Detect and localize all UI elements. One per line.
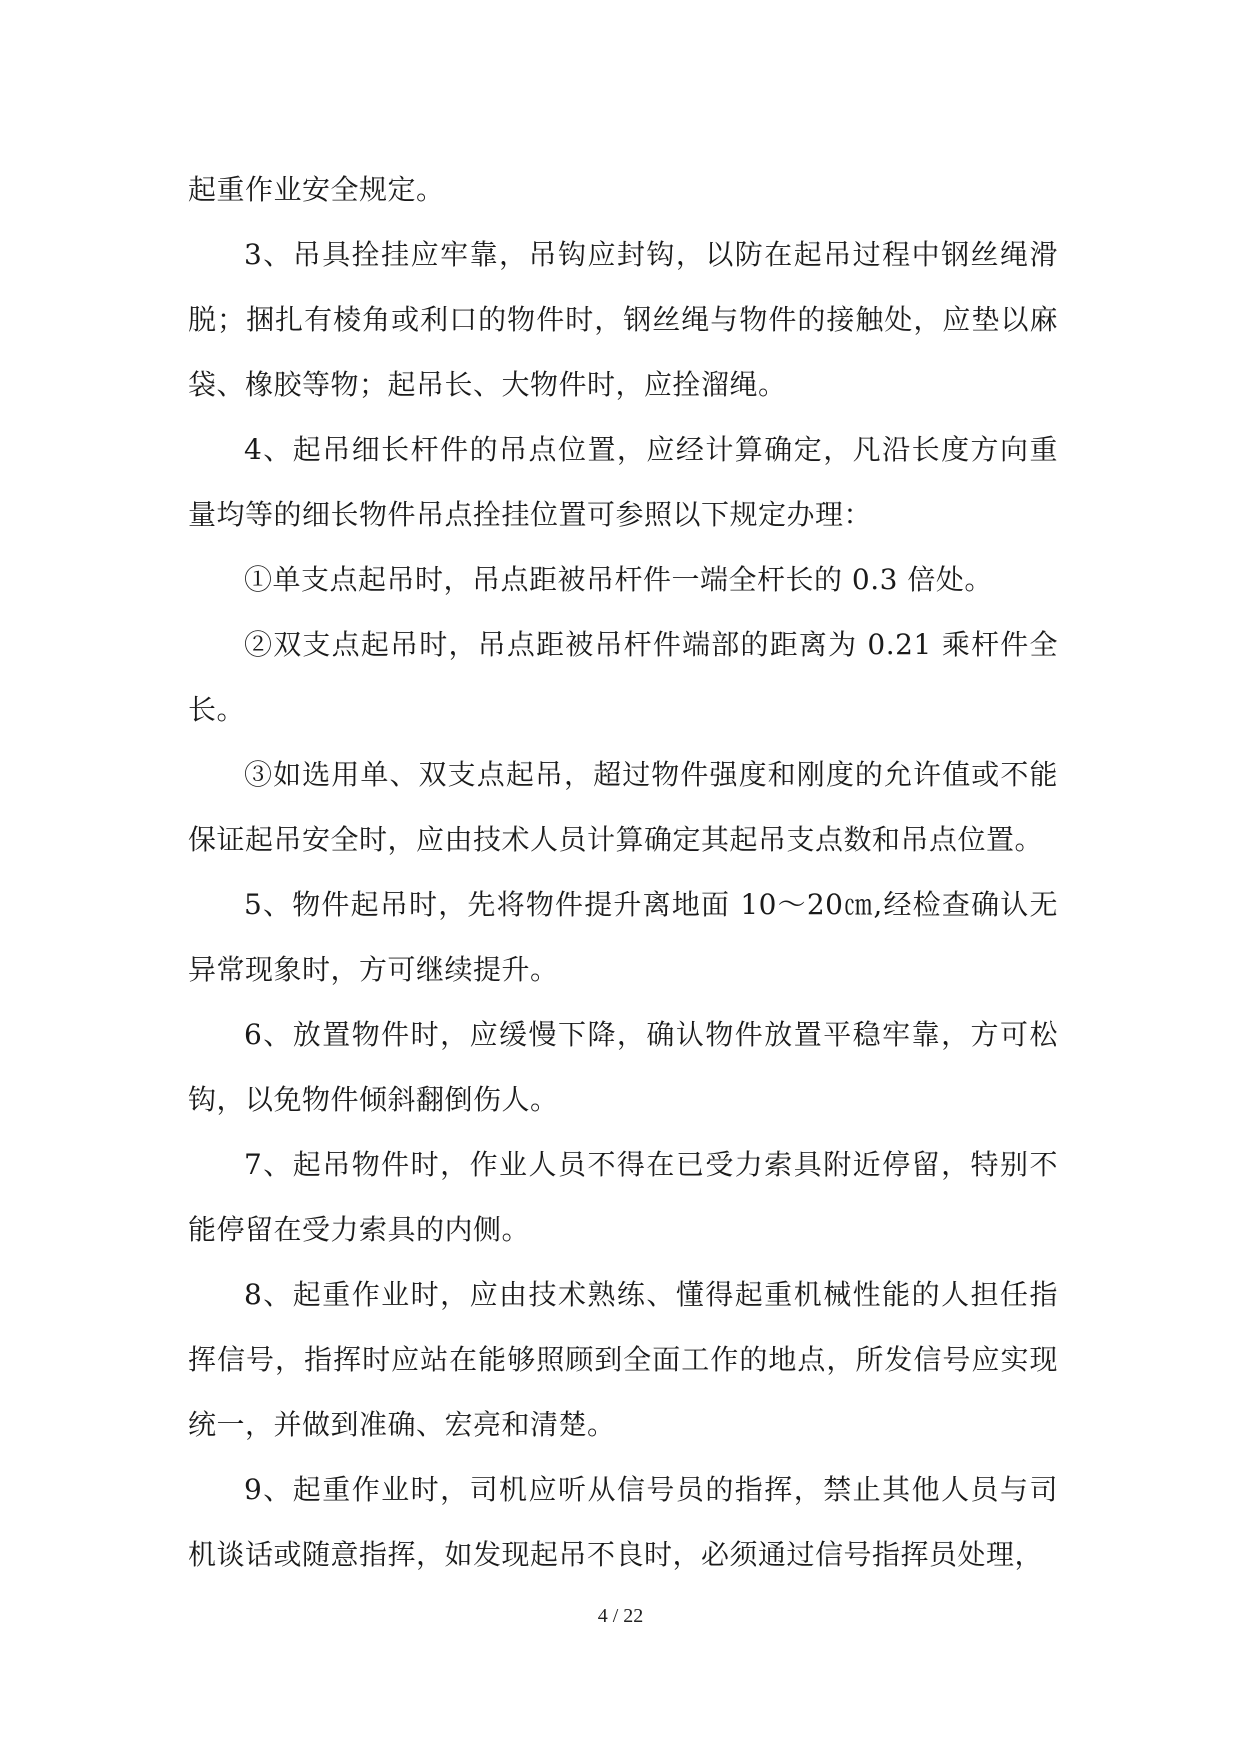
page-number: 4 / 22 (597, 1605, 644, 1627)
paragraph-subitem-3: ③如选用单、双支点起吊，超过物件强度和刚度的允许值或不能保证起吊安全时，应由技术人员计算确定其起吊支点数和吊点位置。 (188, 758, 1058, 856)
paragraph-subitem-1: ①单支点起吊时，吊点距被吊杆件一端全杆长的 0.3 倍处。 (244, 563, 993, 596)
paragraph-item-3: 3、吊具拴挂应牢靠，吊钩应封钩，以防在起吊过程中钢丝绳滑脱；捆扎有棱角或利口的物件时，钢丝绳与物件的接触处，应垫以麻袋、橡胶等物；起吊长、大物件时，应拴溜绳。 (188, 238, 1058, 401)
paragraph-item-7: 7、起吊物件时，作业人员不得在已受力索具附近停留，特别不能停留在受力索具的内侧。 (188, 1148, 1058, 1246)
paragraph-item-9: 9、起重作业时，司机应听从信号员的指挥，禁止其他人员与司机谈话或随意指挥，如发现起吊不良时，必须通过信号指挥员处理， (188, 1473, 1058, 1571)
paragraph-item-4: 4、起吊细长杆件的吊点位置，应经计算确定，凡沿长度方向重量均等的细长物件吊点拴挂位置可参照以下规定办理： (188, 433, 1058, 531)
document-body (188, 157, 1058, 1587)
paragraph-item-5: 5、物件起吊时，先将物件提升离地面 10～20㎝,经检查确认无异常现象时，方可继续提升。 (188, 888, 1058, 986)
paragraph-subitem-2: ②双支点起吊时，吊点距被吊杆件端部的距离为 0.21 乘杆件全长。 (188, 628, 1058, 726)
paragraph-continuation: 起重作业安全规定。 (188, 173, 445, 206)
paragraph-item-8: 8、起重作业时，应由技术熟练、懂得起重机械性能的人担任指挥信号，指挥时应站在能够照顾到全面工作的地点，所发信号应实现统一，并做到准确、宏亮和清楚。 (188, 1278, 1058, 1441)
paragraph-item-6: 6、放置物件时，应缓慢下降，确认物件放置平稳牢靠，方可松钩，以免物件倾斜翻倒伤人。 (188, 1018, 1058, 1116)
